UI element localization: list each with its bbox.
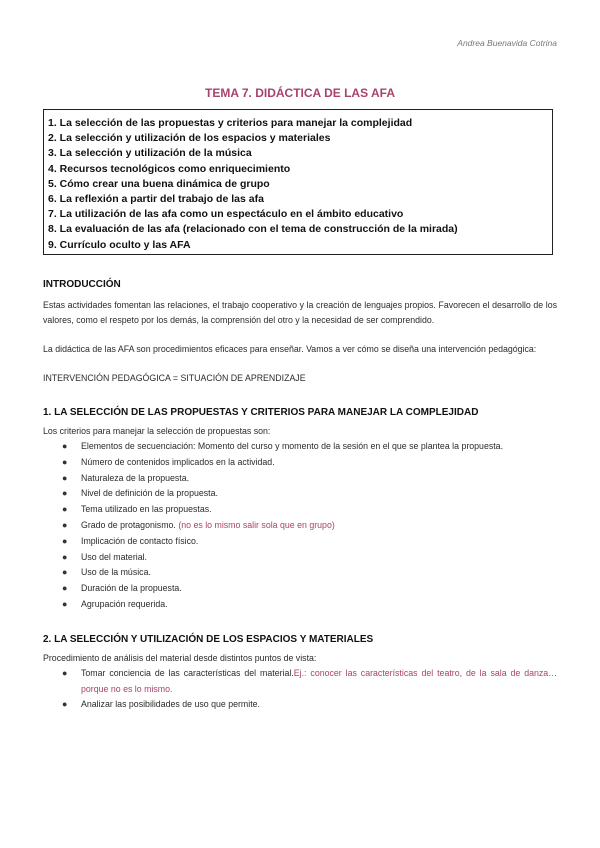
section1-lead: Los criterios para manejar la selección de propuestas son: xyxy=(43,426,271,436)
section2-list xyxy=(43,666,557,713)
bullet-icon: ● xyxy=(62,472,68,483)
section2-lead: Procedimiento de análisis del material desde distintos puntos de vista: xyxy=(43,652,317,663)
list-item-text: Agrupación requerida. xyxy=(81,598,168,609)
bullet-icon: ● xyxy=(62,567,68,578)
list-item xyxy=(43,581,557,597)
annotation-note: (no es lo mismo salir sola que en grupo) xyxy=(178,519,335,530)
toc-item: 1. La selección de las propuestas y criterios para manejar la complejidad xyxy=(48,117,413,129)
list-item-text: Tomar conciencia de las características del material. xyxy=(81,667,294,678)
intro-heading: INTRODUCCIÓN xyxy=(43,279,121,290)
bullet-icon: ● xyxy=(62,441,68,451)
intro-paragraph: La didáctica de las AFA son procedimientos eficaces para enseñar. Vamos a ver cómo se diseña una intervención pedagógica: xyxy=(43,344,537,354)
list-item xyxy=(43,502,557,518)
list-item-text: Tema utilizado en las propuestas. xyxy=(81,504,212,515)
toc-item: 8. La evaluación de las afa (relacionado con el tema de construcción de la mirada) xyxy=(48,223,458,236)
list-item-text: Naturaleza de la propuesta. xyxy=(81,472,190,483)
toc-item: 5. Cómo crear una buena dinámica de grupo xyxy=(48,177,270,190)
toc-item: 2. La selección y utilización de los espacios y materiales xyxy=(48,132,331,145)
bullet-icon: ● xyxy=(62,598,68,609)
table-of-contents xyxy=(43,109,553,255)
list-item xyxy=(43,697,557,713)
annotation-note: Ej.: conocer las características del teatro, de la sala de danza… porque no es lo mismo. xyxy=(81,667,557,694)
toc-item: 4. Recursos tecnológicos como enriquecimiento xyxy=(48,162,291,175)
bullet-icon: ● xyxy=(62,456,68,467)
list-item-text: Nivel de definición de la propuesta. xyxy=(81,488,218,499)
list-item-text: Número de contenidos implicados en la actividad. xyxy=(81,456,275,467)
list-item xyxy=(43,565,557,581)
bullet-icon: ● xyxy=(62,488,68,499)
document-body xyxy=(43,278,557,713)
list-item xyxy=(43,486,557,502)
bullet-icon: ● xyxy=(62,699,68,710)
list-item-text: Uso del material. xyxy=(81,551,148,562)
list-item-text: Implicación de contacto físico. xyxy=(81,535,199,546)
section1-list xyxy=(43,439,557,613)
list-item-text: Elementos de secuenciación: Momento del curso y momento de la sesión en el que se plantea la propuesta. xyxy=(81,441,504,451)
section1-heading: 1. LA SELECCIÓN DE LAS PROPUESTAS Y CRITERIOS PARA MANEJAR LA COMPLEJIDAD xyxy=(43,407,479,418)
list-item xyxy=(43,439,557,455)
list-item xyxy=(43,597,557,613)
document-title: TEMA 7. DIDÁCTICA DE LAS AFA xyxy=(204,86,395,100)
bullet-icon: ● xyxy=(62,551,68,562)
bullet-icon: ● xyxy=(62,583,68,594)
toc-item: 3. La selección y utilización de la música xyxy=(48,147,252,160)
list-item xyxy=(43,550,557,566)
toc-item: 6. La reflexión a partir del trabajo de las afa xyxy=(48,193,264,206)
bullet-icon: ● xyxy=(62,535,68,546)
list-item xyxy=(43,471,557,487)
toc-item: 7. La utilización de las afa como un espectáculo en el ámbito educativo xyxy=(48,208,404,221)
list-item-text: Uso de la música. xyxy=(81,567,151,578)
section2-heading: 2. LA SELECCIÓN Y UTILIZACIÓN DE LOS ESPACIOS Y MATERIALES xyxy=(43,633,374,645)
author-name: Andrea Buenavida Cotrina xyxy=(457,38,557,48)
list-item xyxy=(43,534,557,550)
intro-paragraph: Estas actividades fomentan las relaciones, el trabajo cooperativo y la creación de lenguajes propios. Favorecen el desarrollo de los valores, como el respeto por los demás, la comprensión del otro y la necesidad de ser comprendido. xyxy=(43,300,557,325)
bullet-icon: ● xyxy=(62,667,68,678)
list-item-text: Analizar las posibilidades de uso que permite. xyxy=(81,699,260,710)
list-item xyxy=(43,455,557,471)
bullet-icon: ● xyxy=(62,519,68,530)
list-item-text: Duración de la propuesta. xyxy=(81,583,182,594)
list-item xyxy=(43,518,557,534)
toc-item: 9. Currículo oculto y las AFA xyxy=(48,238,191,251)
list-item-text: Grado de protagonismo. xyxy=(81,519,179,530)
intro-equation: INTERVENCIÓN PEDAGÓGICA = SITUACIÓN DE APRENDIZAJE xyxy=(43,373,306,383)
bullet-icon: ● xyxy=(62,504,68,515)
list-item xyxy=(43,666,557,698)
